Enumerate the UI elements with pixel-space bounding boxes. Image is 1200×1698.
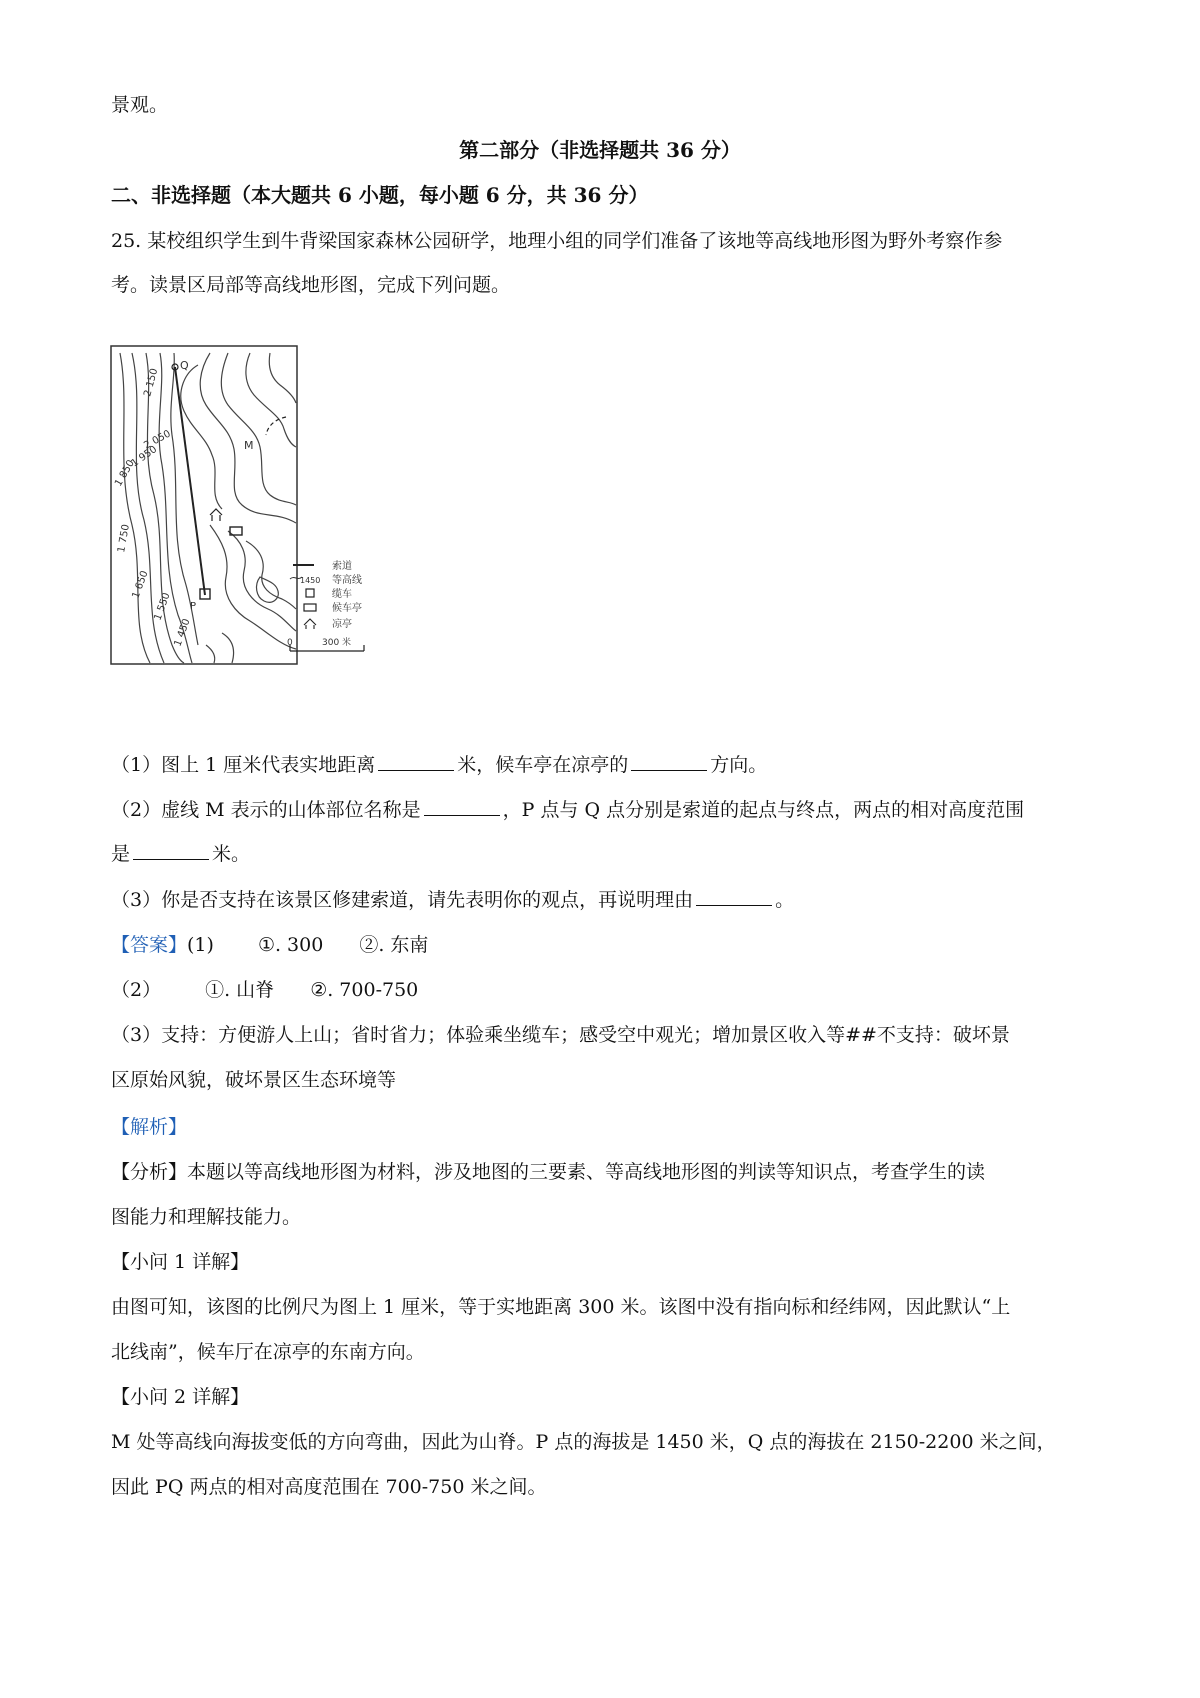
answer-1-part-1: ①. 300 bbox=[257, 934, 324, 956]
contour-label-2050: 2 050 bbox=[142, 428, 173, 452]
sub-question-3-text-b: 。 bbox=[775, 889, 795, 911]
sub-question-1-text-c: 方向。 bbox=[710, 754, 768, 776]
contour-label-1550: 1 550 bbox=[152, 591, 173, 623]
pavilion-icon bbox=[210, 509, 222, 521]
legend-bus-stop-icon bbox=[304, 604, 316, 611]
label-m: M bbox=[244, 439, 254, 452]
legend-cable-car-icon bbox=[306, 589, 314, 597]
legend-cableway-label: 索道 bbox=[332, 561, 352, 572]
subsection-title: 二、非选择题（本大题共 6 小题，每小题 6 分，共 36 分） bbox=[111, 183, 649, 207]
answer-blank bbox=[424, 797, 500, 816]
answer-1-prefix: (1) bbox=[187, 934, 214, 956]
sub-question-2-text-a: （2）虚线 M 表示的山体部位名称是 bbox=[111, 799, 421, 821]
answer-1-part-2: ②. 东南 bbox=[359, 934, 429, 956]
question-stem-line-2: 考。读景区局部等高线地形图，完成下列问题。 bbox=[111, 274, 511, 296]
question-number: 25. bbox=[111, 230, 142, 252]
scale-zero: 0 bbox=[287, 638, 293, 648]
answer-line-2 bbox=[111, 967, 1101, 1014]
contour-label-1450: 1 450 bbox=[172, 617, 193, 649]
question-stem-text-1: 某校组织学生到牛背梁国家森林公园研学，地理小组的同学们准备了该地等高线地形图为野外考察作参 bbox=[147, 230, 1003, 252]
detail-2-line-2: 因此 PQ 两点的相对高度范围在 700-750 米之间。 bbox=[111, 1476, 547, 1498]
contour-line bbox=[269, 353, 296, 403]
contour-label-1750: 1 750 bbox=[116, 523, 132, 554]
sub-question-2-text-c: 是 bbox=[111, 843, 131, 865]
sub-question-1 bbox=[111, 742, 1101, 789]
sub-question-2-cont bbox=[111, 831, 1101, 878]
legend-contour-label: 等高线 bbox=[332, 575, 362, 586]
legend-pavilion-label: 凉亭 bbox=[332, 619, 352, 630]
legend-contour-sample: 1450 bbox=[300, 576, 321, 585]
contour-line bbox=[120, 353, 150, 663]
contour-line bbox=[181, 365, 222, 509]
contour-line bbox=[200, 353, 296, 523]
contour-label-1950: 1 950 bbox=[129, 444, 160, 470]
answer-2-part-1: ①. 山脊 bbox=[205, 979, 275, 1001]
sub-question-2-text-b: ，P 点与 Q 点分别是索道的起点与终点，两点的相对高度范围 bbox=[502, 799, 1025, 821]
contour-map bbox=[110, 345, 410, 723]
top-fragment: 景观。 bbox=[111, 94, 169, 116]
legend-cable-car-label: 缆车 bbox=[332, 589, 352, 600]
contour-lines bbox=[120, 353, 296, 663]
sub-question-1-text-a: （1）图上 1 厘米代表实地距离 bbox=[111, 754, 376, 776]
scale-length: 300 米 bbox=[322, 638, 352, 648]
detail-1-line-2: 北线南”，候车厅在凉亭的东南方向。 bbox=[111, 1341, 425, 1363]
answer-blank bbox=[696, 887, 772, 906]
answer-blank bbox=[631, 752, 707, 771]
sub-question-3-text-a: （3）你是否支持在该景区修建索道，请先表明你的观点，再说明理由 bbox=[111, 889, 694, 911]
contour-line bbox=[222, 633, 234, 663]
contour-line bbox=[257, 577, 279, 602]
answer-3-line-1: （3）支持：方便游人上山；省时省力；体验乘坐缆车；感受空中观光；增加景区收入等##不支持：破坏景 bbox=[111, 1024, 1010, 1046]
label-p: P bbox=[190, 601, 197, 612]
contour-label-1850: 1 850 bbox=[113, 458, 137, 489]
sub-question-2-text-d: 米。 bbox=[212, 843, 251, 865]
detail-2-title: 【小问 2 详解】 bbox=[111, 1386, 250, 1408]
contour-label-2150: 2 150 bbox=[142, 367, 161, 398]
answer-blank bbox=[133, 841, 209, 860]
sub-question-1-text-b: 米，候车亭在凉亭的 bbox=[457, 754, 629, 776]
contour-line bbox=[210, 525, 296, 649]
answer-tag: 【答案】 bbox=[111, 934, 188, 956]
analysis-summary-line-2: 图能力和理解技能力。 bbox=[111, 1206, 302, 1228]
question-stem-line-1 bbox=[111, 218, 1101, 265]
analysis-summary-line-1: 【分析】本题以等高线地形图为材料，涉及地图的三要素、等高线地形图的判读等知识点，考查学生的读 bbox=[111, 1161, 986, 1183]
section-title: 第二部分（非选择题共 36 分） bbox=[459, 138, 741, 162]
contour-line bbox=[206, 645, 215, 663]
legend-pavilion-icon bbox=[304, 619, 316, 629]
answer-2-part-2: ②. 700-750 bbox=[310, 979, 419, 1001]
answer-line-1 bbox=[111, 922, 1101, 969]
answer-2-prefix: （2） bbox=[111, 979, 162, 1001]
contour-line bbox=[221, 353, 296, 505]
contour-label-1650: 1 650 bbox=[130, 569, 151, 601]
detail-1-title: 【小问 1 详解】 bbox=[111, 1251, 250, 1273]
sub-question-2 bbox=[111, 787, 1101, 834]
sub-question-3 bbox=[111, 877, 1101, 924]
detail-2-line-1: M 处等高线向海拔变低的方向弯曲，因此为山脊。P 点的海拔是 1450 米，Q 点的海拔在 2150-2200 米之间， bbox=[111, 1431, 1056, 1453]
detail-1-line-1: 由图可知，该图的比例尺为图上 1 厘米，等于实地距离 300 米。该图中没有指向标和经纬网，因此默认“上 bbox=[111, 1296, 1011, 1318]
label-q: Q bbox=[180, 359, 189, 372]
legend-bus-stop-label: 候车亭 bbox=[332, 603, 362, 614]
analysis-tag: 【解析】 bbox=[111, 1116, 188, 1138]
answer-3-line-2: 区原始风貌，破坏景区生态环境等 bbox=[111, 1069, 397, 1091]
answer-blank bbox=[378, 752, 454, 771]
map-legend bbox=[287, 559, 364, 651]
cableway-line bbox=[175, 367, 205, 595]
